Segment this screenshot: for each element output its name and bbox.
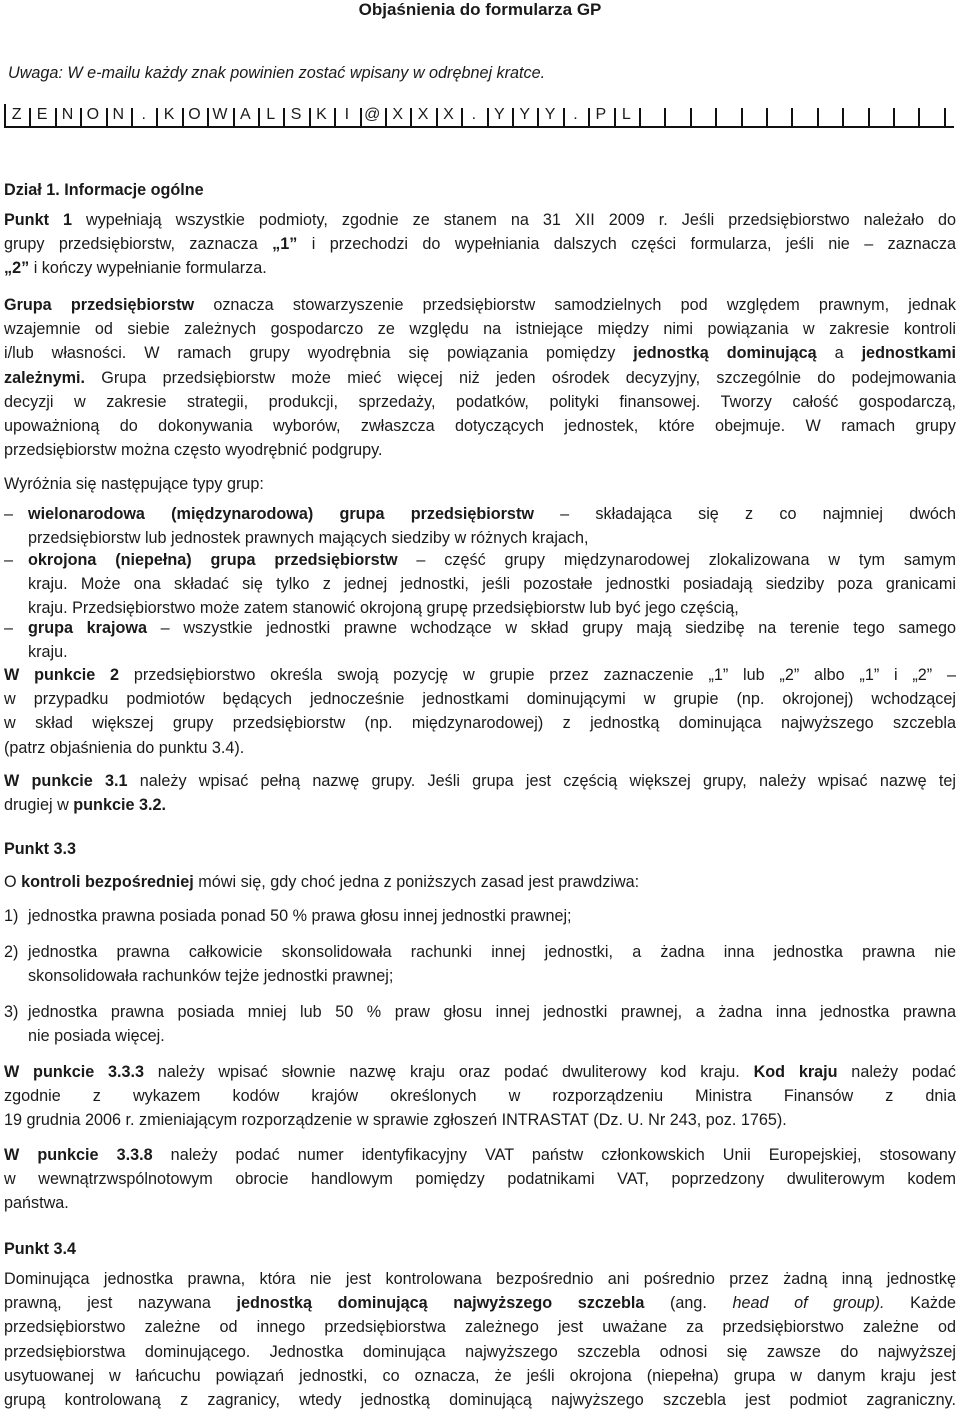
email-char: O [86, 106, 100, 123]
grupa-text: oznacza stowarzyszenie przedsiębiorstw samodzielnych pod względem prawnym, jednak [194, 296, 956, 314]
kontrola-text: O [4, 873, 22, 891]
char-box-divider [283, 108, 285, 128]
punkt32-ref: punkcie 3.2. [73, 796, 166, 815]
kontrola-text: mówi się, gdy choć jedna z poniższych zasad jest prawdziwa: [193, 873, 640, 891]
char-box-divider [842, 108, 844, 128]
grupa-text: upoważnioną do dokonywania wyborów, zwłaszcza dotyczących jednostek, które obejmuje. W ramach grupy [4, 417, 956, 436]
email-char: A [239, 106, 251, 123]
char-box-divider [461, 108, 463, 128]
char-box-divider [588, 108, 590, 128]
punkt333-paragraph [4, 1060, 956, 1133]
punkt333-label: W punkcie 3.3.3 [4, 1063, 145, 1081]
punkt34-text: przedsiębiorstwo zależne od innego przedsiębiorstwa zależnego jest uważane za przedsiębiorstwo zależne od [4, 1318, 956, 1337]
punkt2-paragraph [4, 663, 956, 760]
char-box-divider [131, 108, 133, 128]
char-box-divider [436, 108, 438, 128]
grupa-definition-paragraph [4, 293, 956, 462]
char-box-divider [182, 108, 184, 128]
punkt2-text: w przypadku podmiotów będących jednocześnie jednostkami dominującymi w grupie (np. okrojonej) wchodzącej [4, 690, 956, 709]
punkt34-text: prawną, jest nazywana [4, 1294, 237, 1313]
char-box-divider [156, 108, 158, 128]
punkt31-label: W punkcie 3.1 [4, 772, 128, 790]
email-char: O [188, 106, 201, 123]
email-char: X [443, 106, 454, 123]
typ-grupy-text: – wszystkie jednostki prawne wchodzące w skład grupy mają siedzibę na terenie tego samego [146, 619, 956, 637]
punkt1-text: i przechodzi do wypełniania dalszych części formularza, jeśli nie – zaznacza [297, 235, 956, 254]
grupa-text: wzajemnie od siebie zależnych gospodarczo ze względu na istniejące między nimi powiązania w zakresie kontroli [4, 320, 956, 339]
typ-grupy-item [4, 616, 956, 664]
email-char-boxes [4, 104, 954, 128]
punkt338-paragraph [4, 1143, 956, 1216]
char-box-divider [309, 108, 311, 128]
zasada-text: jednostka prawna posiada ponad 50 % prawa głosu innej jednostki prawnej; [28, 907, 572, 925]
char-box-divider [868, 108, 870, 128]
punkt1-text: wypełniają wszystkie podmioty, zgodnie ze stanem na 31 XII 2009 r. Jeśli przedsiębiorstwo należało do [72, 211, 957, 229]
section-heading-punkt34: Punkt 3.4 [4, 1240, 76, 1258]
zasada-text: jednostka prawna posiada mniej lub 50 % praw głosu innej jednostki prawnej, a żadna inna jednostka prawna [28, 1003, 956, 1021]
dash-bullet: – [4, 551, 14, 569]
zasada-item [4, 940, 956, 988]
email-char: Y [493, 106, 505, 123]
zasada-item [4, 904, 956, 928]
term-kod-kraju: Kod kraju [753, 1063, 838, 1081]
punkt333-text: należy podać [837, 1063, 956, 1081]
punkt2-text: (patrz objaśnienia do punktu 3.4). [4, 738, 245, 757]
section-heading-dzial1: Dział 1. Informacje ogólne [4, 181, 204, 199]
email-char: N [112, 106, 125, 123]
punkt1-option-2: „2” [4, 259, 30, 278]
punkt34-text: grupą kontrolowaną z zagranicy, wtedy jednostką dominującą najwyższego szczebla jest podmiot zagraniczny. [4, 1391, 956, 1410]
punkt34-text: (ang. [644, 1294, 733, 1313]
punkt34-text: Dominująca jednostka prawna, która nie jest kontrolowana bezpośrednio ani pośrednio przez żadną inną jednostkę [4, 1270, 956, 1288]
char-box-divider [4, 104, 6, 128]
term-grupa: Grupa przedsiębiorstw [4, 296, 195, 314]
term-jednostka-dominujaca-najwyzszego-szczebla: jednostką dominującą najwyższego szczebla [236, 1294, 645, 1313]
typ-grupy-item [4, 548, 956, 621]
punkt338-label: W punkcie 3.3.8 [4, 1146, 153, 1164]
section-heading-punkt33: Punkt 3.3 [4, 840, 76, 858]
char-box-divider [258, 108, 260, 128]
typ-grupy-text: – część grupy międzynarodowej zlokalizowana w tym samym [397, 551, 956, 569]
char-box-divider [664, 108, 666, 128]
uwaga-label: Uwaga: [8, 64, 63, 82]
char-box-divider [614, 108, 616, 128]
kontrola-intro [4, 870, 956, 894]
punkt34-text: usytuowanej w łańcuchu powiązań jednostki, co oznacza, że jeśli okrojona (niepełna) grupa w danym kraju jest [4, 1366, 956, 1385]
typ-grupy-text: – składająca się z co najmniej dwóch [533, 505, 956, 523]
dash-bullet: – [4, 619, 14, 637]
punkt333-text: zgodnie z wykazem kodów krajów określonych w rozporządzeniu Ministra Finansów z dnia [4, 1087, 956, 1106]
grupa-text: przedsiębiorstw można często wyodrębnić podgrupy. [4, 441, 383, 460]
email-char: N [61, 106, 74, 123]
char-box-divider [385, 108, 387, 128]
term-jednostka-dominujaca: jednostką dominującą [633, 344, 817, 363]
punkt1-paragraph [4, 208, 956, 281]
punkt34-text: przedsiębiorstwa dominującego. Jednostka dominująca najwyższego szczebla odnosi się zawsze do najwyższej [4, 1342, 956, 1361]
list-number: 3) [4, 1003, 19, 1021]
email-char: @ [364, 106, 381, 123]
char-box-divider [563, 108, 565, 128]
email-char: . [141, 106, 146, 123]
email-char: K [316, 106, 327, 123]
char-box-divider [334, 108, 336, 128]
char-box-divider [741, 108, 743, 128]
char-box-divider [55, 108, 57, 128]
typ-grupy-item [4, 502, 956, 550]
zasada-text: jednostka prawna całkowicie skonsolidowała rachunki innej jednostki, a żadna inna jednostka prawna nie [28, 943, 956, 961]
char-box-divider [512, 108, 514, 128]
char-box-baseline [4, 126, 954, 128]
typ-grupy-text: przedsiębiorstw lub jednostek prawnych mających siedziby w różnych krajach, [28, 529, 589, 548]
email-char: Y [519, 106, 531, 123]
typ-grupy-text: kraju. [28, 643, 68, 662]
punkt338-text: w wewnątrzwspólnotowym obrocie handlowym pomiędzy podatnikami VAT, poprzedzony dwuliterowym kodem [4, 1170, 956, 1189]
punkt34-text: Każde [884, 1294, 956, 1313]
char-box-divider [29, 108, 31, 128]
char-box-divider [537, 108, 539, 128]
grupa-text: decyzji w zakresie strategii, produkcji, sprzedaży, podatków, polityki finansowej. Tworzy całość gospodarczą, [4, 392, 956, 411]
email-char: E [36, 106, 48, 123]
punkt1-label: Punkt 1 [4, 211, 72, 229]
char-box-divider [918, 108, 920, 128]
punkt333-text: należy wpisać słownie nazwę kraju oraz podać dwuliterowy kod kraju. [144, 1063, 754, 1081]
typ-grupy-text: kraju. Przedsiębiorstwo może zatem stanowić okrojoną grupę przedsiębiorstw lub być jego częścią, [28, 599, 739, 618]
char-box-divider [690, 108, 692, 128]
zasada-item [4, 1000, 956, 1048]
wyroznia-heading: Wyróżnia się następujące typy grup: [4, 475, 264, 493]
uwaga-text: W e-mailu każdy znak powinien zostać wpisany w odrębnej kratce. [62, 64, 546, 82]
typ-grupy-name: grupa krajowa [28, 619, 147, 637]
list-number: 1) [4, 907, 19, 925]
char-box-divider [715, 108, 717, 128]
email-char: K [163, 106, 175, 123]
typ-grupy-text: kraju. Może ona składać się tylko z jednej jednostki, jeśli pozostałe jednostki posiadają siedziby poza granicami [28, 575, 956, 594]
char-box-divider [106, 108, 108, 128]
email-char: X [417, 106, 429, 123]
punkt2-text: przedsiębiorstwo określa swoją pozycję w grupie przez zaznaczenie „1” lub „2” albo „1” i „2” – [119, 666, 956, 684]
term-zaleznymi: zależnymi. [4, 368, 85, 387]
email-char: . [471, 106, 477, 123]
char-box-divider [360, 108, 362, 128]
char-box-divider [944, 108, 946, 128]
punkt2-label: W punkcie 2 [4, 666, 120, 684]
punkt31-text: należy wpisać pełną nazwę grupy. Jeśli grupa jest częścią większej grupy, należy wpisać nazwę tej [127, 772, 956, 790]
email-char: L [266, 106, 276, 123]
char-box-divider [817, 108, 819, 128]
list-number: 2) [4, 943, 19, 961]
email-char: P [595, 106, 607, 123]
punkt1-option-1: „1” [272, 235, 298, 254]
char-box-divider [207, 108, 209, 128]
grupa-text: Grupa przedsiębiorstw może mieć więcej niż jeden ośrodek decyzyjny, szczególnie do podejmowania [84, 368, 956, 387]
grupa-text: a [816, 344, 862, 363]
term-jednostki-zalezne: jednostkami [861, 344, 957, 363]
email-char: Y [544, 106, 556, 123]
term-kontrola-bezposrednia: kontroli bezpośredniej [21, 873, 194, 891]
email-char: X [392, 106, 404, 123]
punkt1-text: i kończy wypełnianie formularza. [29, 259, 267, 278]
email-char: I [344, 106, 350, 123]
zasada-text: nie posiada więcej. [28, 1027, 165, 1046]
punkt34-paragraph [4, 1267, 956, 1412]
char-box-divider [487, 108, 489, 128]
uwaga-note [8, 64, 545, 83]
punkt2-text: w skład większej grupy przedsiębiorstw (np. międzynarodowej) z jednostką dominująca najwyższego szczebla [4, 714, 956, 733]
email-char: W [212, 106, 228, 123]
email-char: L [621, 106, 631, 123]
typ-grupy-name: wielonarodowa (międzynarodowa) grupa przedsiębiorstw [28, 505, 534, 523]
char-box-divider [791, 108, 793, 128]
punkt338-text: państwa. [4, 1194, 69, 1213]
email-char: . [573, 106, 578, 123]
email-char: S [290, 106, 302, 123]
char-box-divider [639, 108, 641, 128]
dash-bullet: – [4, 505, 14, 523]
char-box-divider [410, 108, 412, 128]
char-box-divider [893, 108, 895, 128]
punkt1-text: grupy przedsiębiorstw, zaznacza [4, 235, 273, 254]
term-head-of-group: head of group). [732, 1294, 885, 1313]
email-char: Z [11, 106, 22, 123]
punkt31-text: drugiej w [4, 796, 74, 815]
zasada-text: skonsolidowała rachunków tejże jednostki prawnej; [28, 967, 394, 986]
typ-grupy-name: okrojona (niepełna) grupa przedsiębiorstw [28, 551, 398, 569]
punkt333-text: 19 grudnia 2006 r. zmieniającym rozporządzenie w sprawie zgłoszeń INTRASTAT (Dz. U. Nr 243, poz. 1765). [4, 1111, 787, 1130]
punkt338-text: należy podać numer identyfikacyjny VAT państw członkowskich Unii Europejskiej, stosowany [152, 1146, 956, 1164]
document-title: Objaśnienia do formularza GP [358, 0, 602, 19]
char-box-divider [80, 108, 82, 128]
char-box-divider [766, 108, 768, 128]
punkt31-paragraph [4, 769, 956, 817]
grupa-text: i/lub własności. W ramach grupy wyodrębnia się powiązania pomiędzy [4, 344, 634, 363]
char-box-divider [233, 108, 235, 128]
